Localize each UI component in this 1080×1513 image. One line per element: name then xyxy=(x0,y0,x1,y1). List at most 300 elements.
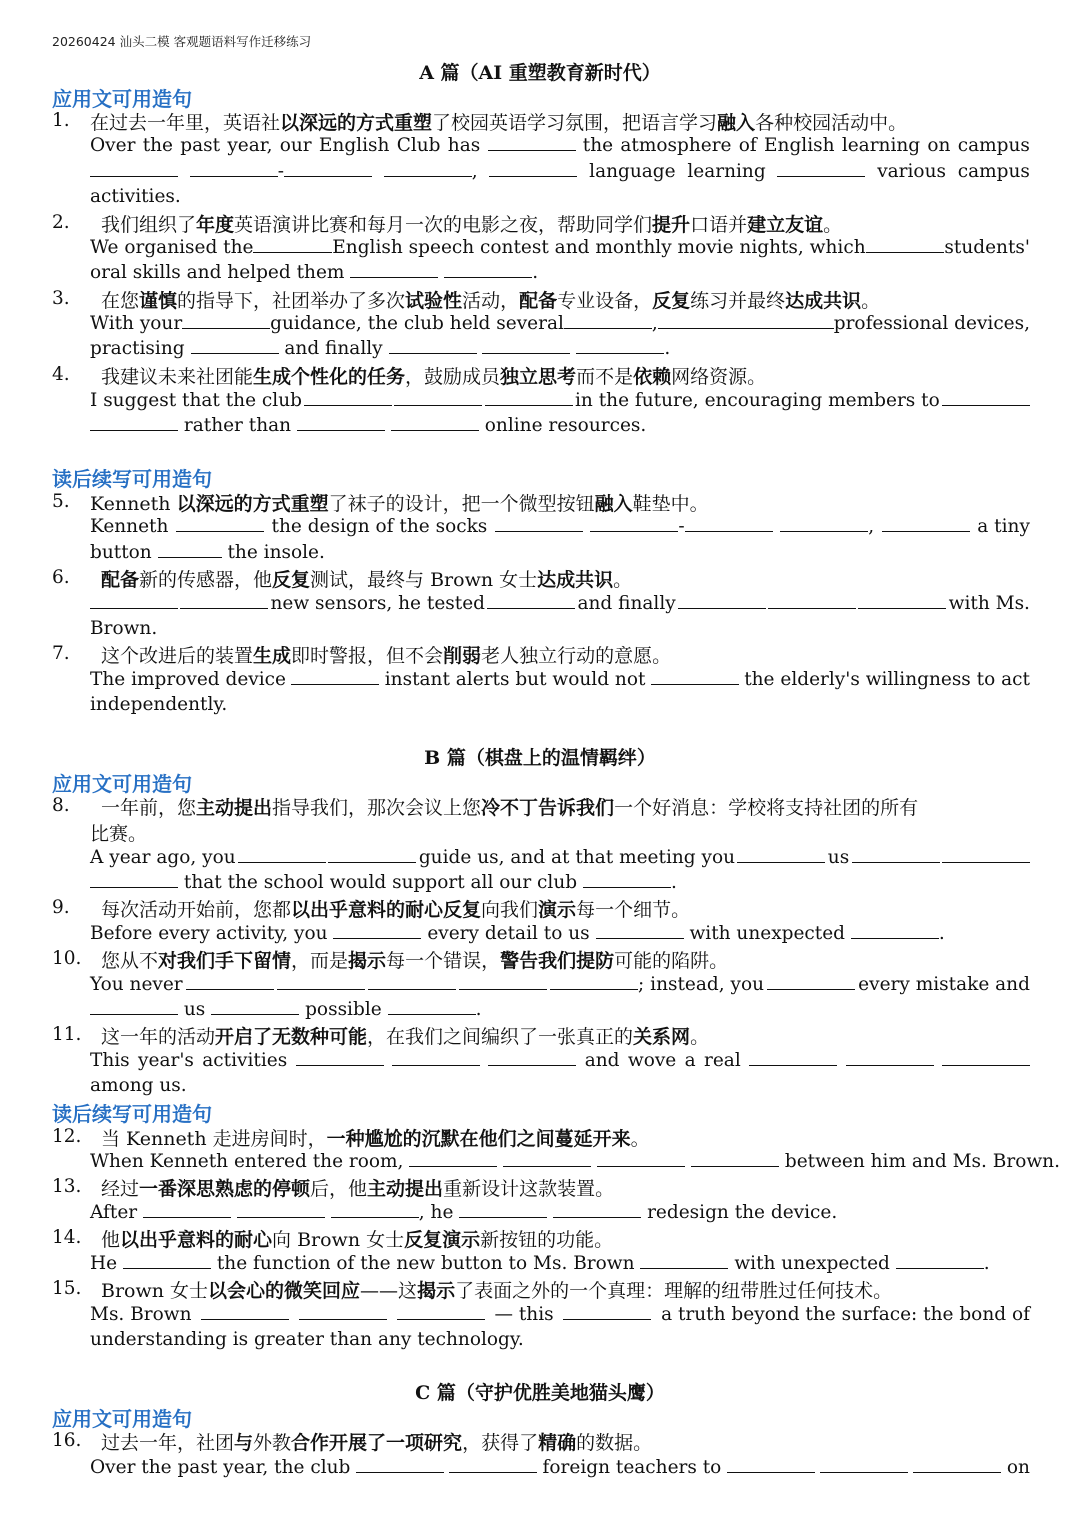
item-number: 13. xyxy=(52,1176,82,1197)
english-line xyxy=(90,974,1030,995)
text-fragment: on xyxy=(927,135,951,156)
text-fragment: redesign the device. xyxy=(647,1202,838,1223)
answer-blank[interactable] xyxy=(563,1305,651,1320)
text-fragment: the xyxy=(582,135,614,156)
text-fragment: students' xyxy=(944,237,1030,258)
answer-blank[interactable] xyxy=(331,1203,419,1218)
text-fragment: with unexpected xyxy=(734,1253,890,1274)
english-line xyxy=(90,872,1030,893)
answer-blank[interactable] xyxy=(180,594,268,609)
passage-a-title: A 篇（AI 重塑教育新时代） xyxy=(419,62,661,84)
answer-blank[interactable] xyxy=(299,1305,387,1320)
chinese-sentence xyxy=(101,895,690,922)
english-line xyxy=(90,338,1030,359)
answer-blank[interactable] xyxy=(394,391,482,406)
answer-blank[interactable] xyxy=(913,1458,1001,1473)
answer-blank[interactable] xyxy=(333,924,421,939)
answer-blank[interactable] xyxy=(488,1051,576,1066)
answer-blank[interactable] xyxy=(489,162,577,177)
text-fragment: professional devices, xyxy=(833,313,1030,334)
text-fragment: learning xyxy=(841,135,921,156)
passage-b-title: B 篇（棋盘上的温情羁绊） xyxy=(424,747,656,769)
answer-blank[interactable] xyxy=(449,1458,537,1473)
answer-blank[interactable] xyxy=(277,975,365,990)
answer-blank[interactable] xyxy=(576,339,664,354)
answer-blank[interactable] xyxy=(90,1000,178,1015)
answer-blank[interactable] xyxy=(550,975,638,990)
text-fragment: our xyxy=(279,135,312,156)
text-fragment: with unexpected xyxy=(689,923,846,944)
text-fragment: This xyxy=(90,1050,130,1071)
answer-blank[interactable] xyxy=(284,162,372,177)
text-fragment: online resources. xyxy=(484,415,647,436)
text-fragment: 一个好消息：学校将支持社团的所有 xyxy=(614,797,919,819)
item-number: 1. xyxy=(52,110,70,131)
english-line xyxy=(90,1050,1030,1071)
text-fragment: has xyxy=(447,135,481,156)
text-fragment: on xyxy=(1006,1457,1030,1478)
text-fragment: 新按钮的功能。 xyxy=(480,1229,614,1251)
text-fragment: 反复演示 xyxy=(404,1229,481,1251)
answer-blank[interactable] xyxy=(678,594,766,609)
text-fragment: 而不是 xyxy=(576,366,634,388)
text-fragment: foreign teachers to xyxy=(542,1457,722,1478)
item-number: 9. xyxy=(52,897,70,918)
answer-blank[interactable] xyxy=(564,314,652,329)
text-fragment: The improved device xyxy=(90,669,286,690)
text-fragment: We organised the xyxy=(90,237,254,258)
answer-blank[interactable] xyxy=(640,1254,728,1269)
text-fragment: year's xyxy=(138,1050,194,1071)
answer-blank[interactable] xyxy=(253,238,332,253)
text-fragment: 经过 xyxy=(101,1178,140,1200)
answer-blank[interactable] xyxy=(123,1254,211,1269)
text-fragment: 融入 xyxy=(594,493,633,515)
answer-blank[interactable] xyxy=(391,416,479,431)
answer-blank[interactable] xyxy=(651,670,739,685)
text-fragment: the elderly's willingness to act xyxy=(744,669,1030,690)
answer-blank[interactable] xyxy=(590,517,678,532)
text-fragment: 在您 xyxy=(101,290,140,312)
text-fragment: 主动提出 xyxy=(367,1178,444,1200)
item-number: 11. xyxy=(52,1024,82,1045)
answer-blank[interactable] xyxy=(780,517,868,532)
text-fragment: 指导我们，那次会议上您 xyxy=(272,797,482,819)
text-fragment: among us. xyxy=(90,1075,187,1096)
text-fragment: 各种校园活动中。 xyxy=(755,112,908,134)
answer-blank[interactable] xyxy=(444,263,532,278)
text-fragment: 当 Kenneth 走进房间时， xyxy=(101,1128,327,1150)
answer-blank[interactable] xyxy=(768,594,856,609)
answer-blank[interactable] xyxy=(90,416,178,431)
answer-blank[interactable] xyxy=(158,543,222,558)
answer-blank[interactable] xyxy=(846,1051,934,1066)
text-fragment: 开启了无数种可能 xyxy=(215,1026,368,1048)
text-fragment: button xyxy=(90,542,152,563)
text-fragment: . xyxy=(532,262,539,283)
text-fragment: I suggest that the club xyxy=(90,390,302,411)
answer-blank[interactable] xyxy=(942,1051,1030,1066)
answer-blank[interactable] xyxy=(297,416,385,431)
text-fragment: wove xyxy=(627,1050,677,1071)
text-fragment: a truth beyond the surface: the bond of xyxy=(661,1304,1030,1325)
answer-blank[interactable] xyxy=(820,1458,908,1473)
text-fragment: , xyxy=(651,313,658,334)
english-line xyxy=(90,186,1030,207)
text-fragment: understanding is greater than any technology. xyxy=(90,1329,524,1350)
text-fragment xyxy=(384,161,478,182)
text-fragment: 建立友谊 xyxy=(747,214,824,236)
answer-blank[interactable] xyxy=(459,975,547,990)
text-fragment: , xyxy=(471,161,478,182)
text-fragment: campus xyxy=(957,135,1030,156)
text-fragment: rather than xyxy=(183,415,292,436)
text-fragment: With your xyxy=(90,313,183,334)
text-fragment: 测试，最终与 Brown 女士 xyxy=(310,569,538,591)
text-fragment: You never xyxy=(90,974,183,995)
text-fragment: . xyxy=(475,999,482,1020)
answer-blank[interactable] xyxy=(191,339,279,354)
text-fragment: 冷不丁告诉我们 xyxy=(481,797,615,819)
item-number: 12. xyxy=(52,1126,82,1147)
item-number: 8. xyxy=(52,795,70,816)
text-fragment: learning xyxy=(687,161,766,182)
text-fragment: 一年前，您 xyxy=(101,797,197,819)
text-fragment: and finally xyxy=(284,338,383,359)
answer-blank[interactable] xyxy=(190,162,278,177)
text-fragment: in the future, encouraging members to xyxy=(575,390,940,411)
text-fragment: 试验性 xyxy=(405,290,463,312)
chinese-sentence xyxy=(101,362,766,389)
text-fragment: ——这 xyxy=(360,1280,418,1302)
english-line xyxy=(90,1304,1030,1325)
text-fragment: 英语演讲比赛和每月一次的电影之夜，帮助同学们 xyxy=(234,214,653,236)
text-fragment: the xyxy=(142,135,173,156)
answer-blank[interactable] xyxy=(384,162,472,177)
text-fragment: 警告我们提防 xyxy=(500,950,615,972)
answer-blank[interactable] xyxy=(896,1254,984,1269)
text-fragment: the function of the new button to Ms. Brown xyxy=(216,1253,635,1274)
text-fragment: 一种尴尬的沉默在他们之间蔓延开来 xyxy=(326,1128,631,1150)
chinese-sentence xyxy=(90,108,907,135)
english-line xyxy=(90,135,1030,156)
chinese-sentence xyxy=(90,489,709,516)
text-fragment: 提升 xyxy=(652,214,691,236)
english-line xyxy=(90,1329,1030,1350)
text-fragment: 揭示 xyxy=(348,950,387,972)
text-fragment: 向 Brown 女士 xyxy=(272,1229,405,1251)
chinese-sentence xyxy=(101,565,632,592)
text-fragment: and finally xyxy=(577,593,676,614)
text-fragment: ，鼓励成员 xyxy=(405,366,501,388)
text-fragment: 揭示 xyxy=(417,1280,456,1302)
chinese-sentence xyxy=(101,1174,614,1201)
text-fragment: 可能的陷阱。 xyxy=(614,950,729,972)
answer-blank[interactable] xyxy=(90,162,178,177)
text-fragment: Ms. Brown xyxy=(90,1304,192,1325)
answer-blank[interactable] xyxy=(866,238,945,253)
answer-blank[interactable] xyxy=(495,517,583,532)
answer-blank[interactable] xyxy=(583,873,671,888)
answer-blank[interactable] xyxy=(350,263,438,278)
text-fragment: He xyxy=(90,1253,118,1274)
text-fragment: and xyxy=(584,1050,620,1071)
answer-blank[interactable] xyxy=(858,594,946,609)
text-fragment: guide us, and at that meeting you xyxy=(418,847,735,868)
answer-blank[interactable] xyxy=(90,594,178,609)
answer-blank[interactable] xyxy=(487,594,575,609)
text-fragment: 了袜子的设计，把一个微型按钮 xyxy=(328,493,595,515)
text-fragment: Before every activity, you xyxy=(90,923,328,944)
text-fragment: 生成 xyxy=(253,645,292,667)
text-fragment: 达成共识 xyxy=(785,290,862,312)
text-fragment: guidance, the club held several xyxy=(270,313,564,334)
english-line xyxy=(90,923,1030,944)
chinese-sentence xyxy=(101,210,842,237)
text-fragment: 生成个性化的任务 xyxy=(253,366,406,388)
english-line xyxy=(90,999,1030,1020)
text-fragment: with Ms. xyxy=(948,593,1030,614)
answer-blank[interactable] xyxy=(368,975,456,990)
text-fragment: 以出乎意料的耐心反复 xyxy=(291,899,482,921)
text-fragment: Over the past year, the club xyxy=(90,1457,351,1478)
text-fragment: past xyxy=(180,135,221,156)
text-fragment: us xyxy=(827,847,850,868)
answer-blank[interactable] xyxy=(237,1203,325,1218)
answer-blank[interactable] xyxy=(746,314,834,329)
english-line xyxy=(90,618,1030,639)
text-fragment: 。 xyxy=(613,569,633,591)
text-fragment: 鞋垫中。 xyxy=(632,493,709,515)
text-fragment: 配备 xyxy=(519,290,558,312)
text-fragment: 以会心的微笑回应 xyxy=(208,1280,361,1302)
text-fragment: 独立思考 xyxy=(500,366,577,388)
text-fragment: ; instead, you xyxy=(638,974,765,995)
text-fragment: 依赖 xyxy=(633,366,672,388)
text-fragment: 我们组织了 xyxy=(101,214,197,236)
text-fragment: possible xyxy=(305,999,382,1020)
text-fragment: 网络资源。 xyxy=(671,366,767,388)
english-line xyxy=(90,1151,1060,1172)
item-number: 16. xyxy=(52,1430,82,1451)
chinese-sentence-cont xyxy=(90,819,147,846)
chinese-sentence xyxy=(101,641,671,668)
item-number: 7. xyxy=(52,643,70,664)
text-fragment: 这个改进后的装置 xyxy=(101,645,254,667)
text-fragment: language xyxy=(589,161,676,182)
answer-blank[interactable] xyxy=(176,517,264,532)
answer-blank[interactable] xyxy=(388,1000,476,1015)
text-fragment xyxy=(780,516,874,537)
text-fragment: 配备 xyxy=(101,569,140,591)
answer-blank[interactable] xyxy=(143,1203,231,1218)
answer-blank[interactable] xyxy=(727,1458,815,1473)
answer-blank[interactable] xyxy=(851,924,939,939)
text-fragment: activities xyxy=(202,1050,288,1071)
answer-blank[interactable] xyxy=(459,1203,547,1218)
answer-blank[interactable] xyxy=(691,1152,779,1167)
text-fragment: When Kenneth entered the room, xyxy=(90,1151,404,1172)
answer-blank[interactable] xyxy=(596,924,684,939)
text-fragment: 以出乎意料的耐心 xyxy=(120,1229,273,1251)
text-fragment: 重新设计这款装置。 xyxy=(443,1178,615,1200)
answer-blank[interactable] xyxy=(201,1305,289,1320)
text-fragment: 比赛。 xyxy=(90,823,148,845)
text-fragment: 与 xyxy=(234,1432,254,1454)
worksheet-header: 20260424 汕头二模 客观题语料写作迁移练习 xyxy=(52,34,312,49)
answer-blank[interactable] xyxy=(658,314,746,329)
item-number: 2. xyxy=(52,212,70,233)
text-fragment: 削弱 xyxy=(443,645,482,667)
item-number: 3. xyxy=(52,288,70,309)
text-fragment: Over xyxy=(90,135,136,156)
english-line xyxy=(90,1075,1030,1096)
answer-blank[interactable] xyxy=(777,162,865,177)
text-fragment: Brown 女士 xyxy=(101,1280,209,1302)
passage-c-title: C 篇（守护优胜美地猫头鹰） xyxy=(415,1382,665,1404)
answer-blank[interactable] xyxy=(942,391,1030,406)
text-fragment: ，获得了 xyxy=(462,1432,539,1454)
english-line xyxy=(90,593,1030,614)
answer-blank[interactable] xyxy=(553,1203,641,1218)
text-fragment: 以深远的方式重塑 xyxy=(176,493,329,515)
text-fragment: , xyxy=(868,516,875,537)
answer-blank[interactable] xyxy=(767,975,855,990)
text-fragment: 精确 xyxy=(538,1432,577,1454)
text-fragment: 反复 xyxy=(272,569,311,591)
answer-blank[interactable] xyxy=(304,391,392,406)
answer-blank[interactable] xyxy=(291,670,379,685)
text-fragment: 关系网 xyxy=(633,1026,691,1048)
chinese-sentence xyxy=(101,1124,650,1151)
text-fragment: between him and Ms. Brown. xyxy=(784,1151,1060,1172)
answer-blank[interactable] xyxy=(737,848,825,863)
text-fragment: that the school would support all our club xyxy=(183,872,578,893)
answer-blank[interactable] xyxy=(485,391,573,406)
text-fragment: 老人独立行动的意愿。 xyxy=(481,645,672,667)
text-fragment: 以深远的方式重塑 xyxy=(280,112,433,134)
text-fragment: 新的传感器，他 xyxy=(139,569,273,591)
text-fragment: 谨慎 xyxy=(139,290,178,312)
answer-blank[interactable] xyxy=(356,1458,444,1473)
text-fragment: 练习并最终 xyxy=(690,290,786,312)
text-fragment: 。 xyxy=(690,1026,710,1048)
text-fragment: 您从不 xyxy=(101,950,159,972)
text-fragment: every mistake and xyxy=(858,974,1030,995)
answer-blank[interactable] xyxy=(409,1152,497,1167)
item-number: 10. xyxy=(52,948,82,969)
english-line xyxy=(90,516,1030,537)
answer-blank[interactable] xyxy=(942,848,1030,863)
text-fragment: 每次活动开始前，您都 xyxy=(101,899,292,921)
text-fragment: 对我们手下留情 xyxy=(158,950,292,972)
text-fragment: 达成共识 xyxy=(537,569,614,591)
text-fragment: 活动， xyxy=(462,290,520,312)
answer-blank[interactable] xyxy=(597,1152,685,1167)
item-number: 6. xyxy=(52,567,70,588)
text-fragment: 在过去一年里，英语社 xyxy=(90,112,281,134)
answer-blank[interactable] xyxy=(389,339,477,354)
chinese-sentence xyxy=(101,1276,892,1303)
answer-blank[interactable] xyxy=(685,517,773,532)
english-line xyxy=(90,1457,1030,1478)
english-line xyxy=(90,542,1030,563)
text-fragment: English speech contest and monthly movie nights, which xyxy=(332,237,866,258)
answer-blank[interactable] xyxy=(182,314,270,329)
text-fragment: year, xyxy=(227,135,273,156)
text-fragment: 融入 xyxy=(717,112,756,134)
chinese-sentence xyxy=(101,793,918,820)
answer-blank[interactable] xyxy=(482,339,570,354)
text-fragment: practising xyxy=(90,338,185,359)
answer-blank[interactable] xyxy=(296,1051,384,1066)
answer-blank[interactable] xyxy=(392,1051,480,1066)
answer-blank[interactable] xyxy=(882,517,970,532)
english-line xyxy=(90,694,1030,715)
item-number: 5. xyxy=(52,491,70,512)
text-fragment: 一番深思熟虑的停顿 xyxy=(139,1178,311,1200)
text-fragment: 。 xyxy=(861,290,881,312)
text-fragment: 专业设备， xyxy=(557,290,653,312)
text-fragment: independently. xyxy=(90,694,228,715)
answer-blank[interactable] xyxy=(186,975,274,990)
text-fragment: of xyxy=(738,135,757,156)
text-fragment: . xyxy=(670,872,677,893)
chinese-sentence xyxy=(101,1428,652,1455)
text-fragment: new sensors, he tested xyxy=(270,593,485,614)
text-fragment: 过去一年，社团 xyxy=(101,1432,235,1454)
english-line xyxy=(90,313,1030,334)
text-fragment xyxy=(590,516,772,537)
text-fragment: 。 xyxy=(630,1128,650,1150)
section-heading-application: 应用文可用造句 xyxy=(52,87,192,111)
answer-blank[interactable] xyxy=(238,848,326,863)
text-fragment: - xyxy=(678,516,685,537)
text-fragment: 外教 xyxy=(253,1432,292,1454)
answer-blank[interactable] xyxy=(503,1152,591,1167)
text-fragment: 主动提出 xyxy=(196,797,273,819)
answer-blank[interactable] xyxy=(328,848,416,863)
section-heading-continuation: 读后续写可用造句 xyxy=(52,467,212,491)
chinese-sentence xyxy=(101,1225,613,1252)
english-line xyxy=(90,390,1030,411)
text-fragment: a xyxy=(684,1050,696,1071)
chinese-sentence xyxy=(101,286,880,313)
text-fragment: real xyxy=(704,1050,741,1071)
answer-blank[interactable] xyxy=(852,848,940,863)
text-fragment: 即时警报，但不会 xyxy=(291,645,444,667)
answer-blank[interactable] xyxy=(749,1051,837,1066)
answer-blank[interactable] xyxy=(488,136,576,151)
answer-blank[interactable] xyxy=(211,1000,299,1015)
text-fragment: Brown. xyxy=(90,618,158,639)
text-fragment: , he xyxy=(418,1202,454,1223)
section-heading-application: 应用文可用造句 xyxy=(52,1407,192,1431)
text-fragment xyxy=(550,974,764,995)
text-fragment: ，在我们之间编织了一张真正的 xyxy=(367,1026,634,1048)
text-fragment: the insole. xyxy=(227,542,325,563)
text-fragment: 他 xyxy=(101,1229,121,1251)
text-fragment: 口语并 xyxy=(690,214,748,236)
text-fragment: 每一个细节。 xyxy=(576,899,691,921)
text-fragment: activities. xyxy=(90,186,181,207)
text-fragment: 我建议未来社团能 xyxy=(101,366,254,388)
answer-blank[interactable] xyxy=(397,1305,485,1320)
text-fragment: oral skills and helped them xyxy=(90,262,345,283)
answer-blank[interactable] xyxy=(90,873,178,888)
text-fragment: 合作开展了一项研究 xyxy=(291,1432,463,1454)
text-fragment: atmosphere xyxy=(620,135,732,156)
